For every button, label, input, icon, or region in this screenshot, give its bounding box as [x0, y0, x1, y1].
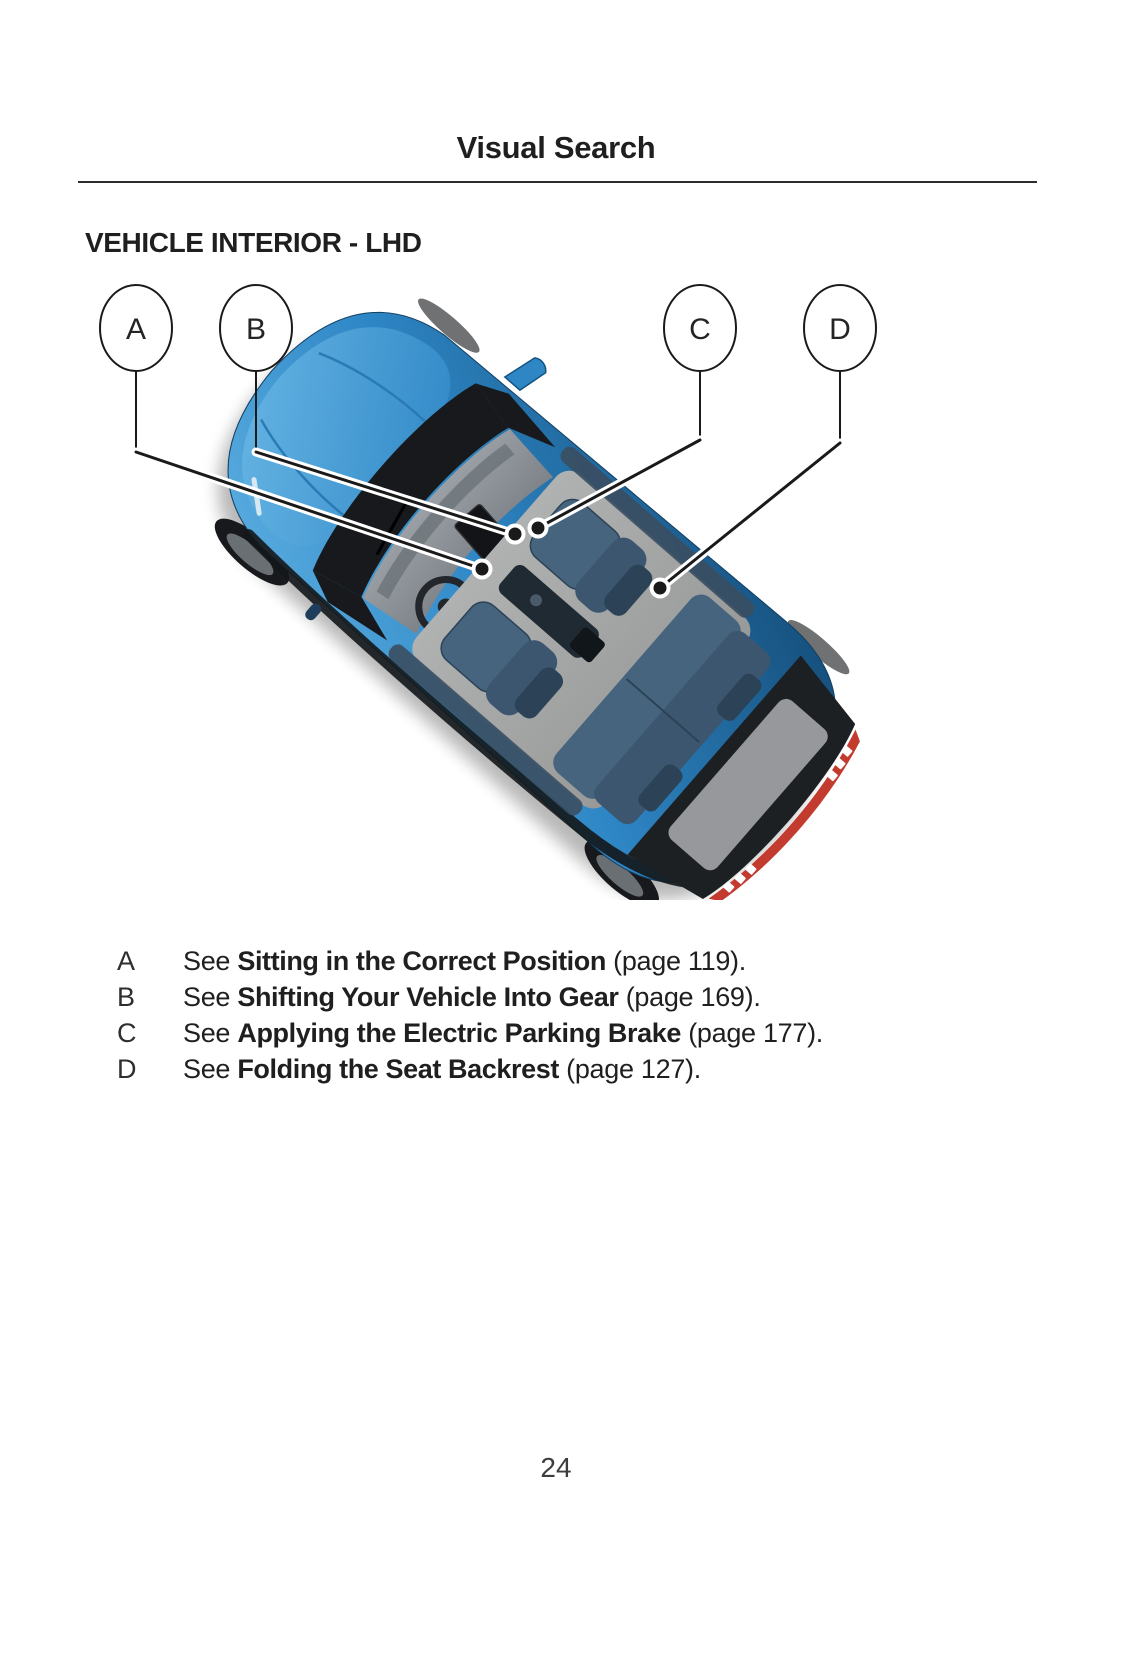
legend-letter-b: B: [117, 982, 135, 1012]
legend-page-ref: (page 119).: [605, 946, 746, 976]
legend: [117, 946, 823, 1090]
legend-topic: Shifting Your Vehicle Into Gear: [237, 982, 619, 1012]
callout-d-leader: [660, 443, 840, 588]
callout-a-target-dot: [472, 559, 493, 580]
callout-c-target-dot: [528, 518, 549, 539]
legend-text-d: [183, 1054, 701, 1085]
legend-row-d: [117, 1054, 823, 1090]
legend-letter-a: A: [117, 946, 135, 976]
legend-row-a: [117, 946, 823, 982]
callout-d-target-dot: [650, 578, 671, 599]
legend-text-a: [183, 946, 746, 977]
legend-prefix: See: [183, 946, 238, 976]
callout-bubbles: [100, 285, 876, 371]
legend-text-b: [183, 982, 761, 1013]
legend-page-ref: (page 169).: [618, 982, 761, 1012]
page-number: 24: [540, 1452, 572, 1483]
legend-prefix: See: [183, 1054, 238, 1084]
callout-b-label: B: [245, 313, 267, 346]
legend-text-c: [183, 1018, 823, 1049]
legend-topic: Folding the Seat Backrest: [237, 1054, 559, 1084]
legend-page-ref: (page 127).: [558, 1054, 701, 1084]
legend-row-b: [117, 982, 823, 1018]
callout-c-label: C: [689, 313, 711, 346]
callout-d-label: D: [829, 313, 851, 346]
legend-topic: Applying the Electric Parking Brake: [237, 1018, 681, 1048]
legend-prefix: See: [183, 982, 238, 1012]
legend-letter-c: C: [117, 1018, 137, 1048]
legend-letter-d: D: [117, 1054, 137, 1084]
legend-row-c: [117, 1018, 823, 1054]
section-heading: VEHICLE INTERIOR - LHD: [85, 227, 422, 258]
legend-page-ref: (page 177).: [681, 1018, 823, 1048]
callout-a-label: A: [125, 313, 147, 346]
legend-prefix: See: [183, 1018, 238, 1048]
side-mirror-right: [505, 350, 550, 396]
legend-topic: Sitting in the Correct Position: [237, 946, 606, 976]
callout-b-target-dot: [505, 524, 526, 545]
page-title: Visual Search: [456, 130, 656, 165]
